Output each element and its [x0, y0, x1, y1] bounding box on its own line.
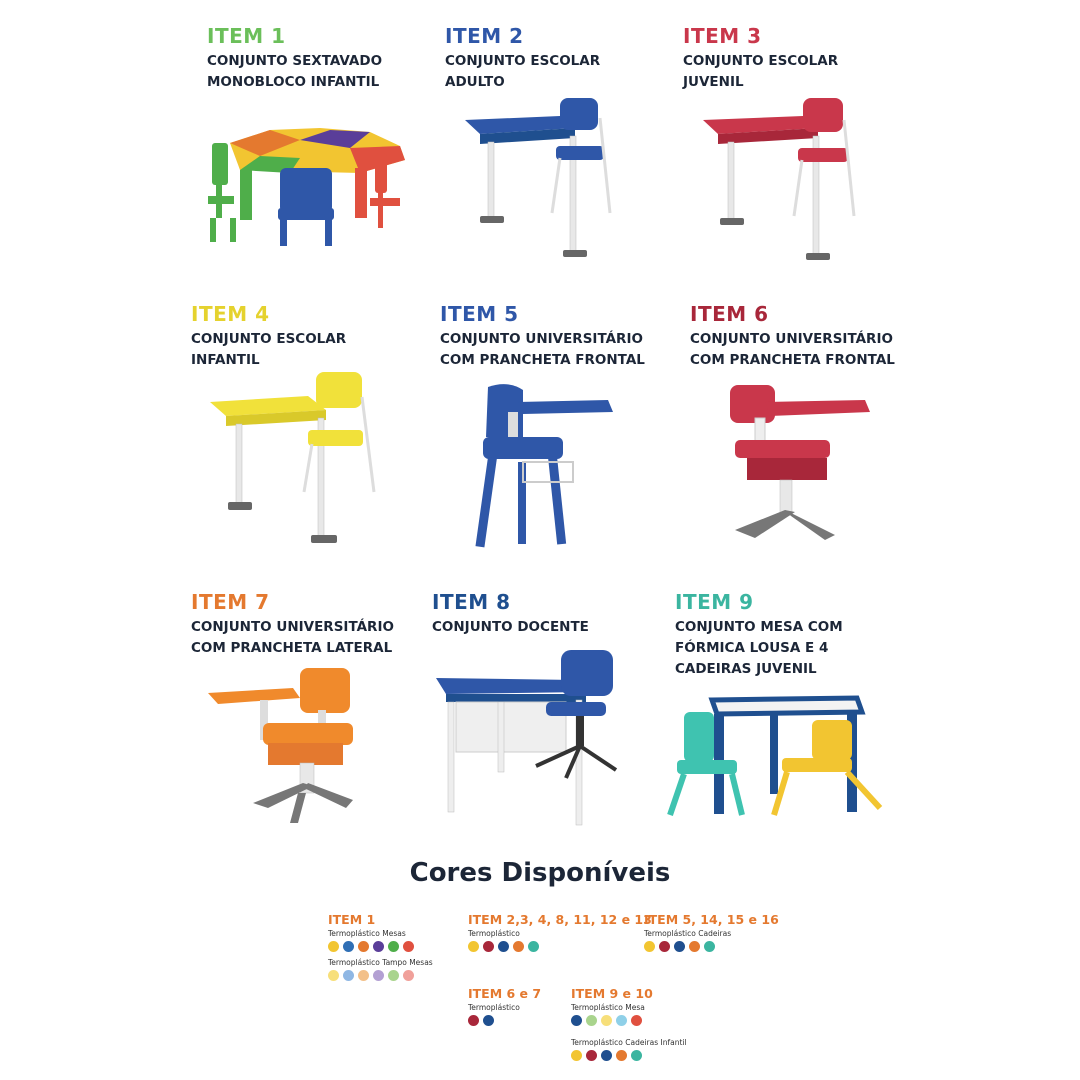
color-group-item-5 [644, 912, 779, 952]
item-6 [690, 302, 895, 371]
desc-line: CONJUNTO ESCOLAR [445, 53, 601, 69]
color-swatches [571, 1050, 687, 1061]
item-label: ITEM 7 [191, 590, 270, 614]
color-swatch [616, 1015, 627, 1026]
item-label: ITEM 4 [191, 302, 270, 326]
color-swatch [631, 1050, 642, 1061]
color-swatch [571, 1050, 582, 1061]
color-swatch [513, 941, 524, 952]
color-swatch [601, 1015, 612, 1026]
item-1 [207, 24, 382, 93]
blue-university-chair-image [468, 382, 618, 550]
item-description [432, 617, 589, 638]
desc-line: COM PRANCHETA FRONTAL [440, 352, 645, 368]
item-label: ITEM 6 [690, 302, 769, 326]
item-description [445, 51, 600, 93]
item-label: ITEM 5 [440, 302, 519, 326]
color-swatch [571, 1015, 582, 1026]
desc-line: CONJUNTO SEXTAVADO [207, 53, 383, 69]
color-group-title: ITEM 9 e 10 [571, 986, 653, 1001]
color-swatch [358, 970, 369, 981]
orange-university-chair-image [208, 668, 358, 828]
desc-line: FÓRMICA LOUSA E 4 [675, 640, 829, 656]
color-swatches [468, 941, 652, 952]
item-8 [432, 590, 589, 638]
desc-line: CONJUNTO UNIVERSITÁRIO [191, 619, 394, 635]
item-description [690, 329, 895, 371]
color-swatch [689, 941, 700, 952]
color-swatch [704, 941, 715, 952]
desc-line: COM PRANCHETA LATERAL [191, 640, 393, 656]
color-group-title: ITEM 5, 14, 15 e 16 [644, 912, 779, 927]
desc-line: CADEIRAS JUVENIL [675, 661, 817, 677]
color-swatch [358, 941, 369, 952]
desc-line: ADULTO [445, 74, 505, 90]
color-swatch [373, 941, 384, 952]
color-swatches [328, 970, 433, 981]
color-group-subtitle: Termoplástico [468, 1003, 520, 1012]
color-swatch [328, 941, 339, 952]
color-swatch [468, 941, 479, 952]
red-school-desk-image [698, 98, 863, 266]
color-group-subtitle: Termoplástico Cadeiras Infantil [571, 1038, 687, 1047]
color-group-subtitle: Termoplástico Mesa [571, 1003, 645, 1012]
color-group-item-2 [468, 912, 652, 952]
color-swatch [616, 1050, 627, 1061]
item-3 [683, 24, 838, 93]
table-with-four-chairs-image [662, 690, 887, 835]
item-label: ITEM 9 [675, 590, 754, 614]
item-5 [440, 302, 645, 371]
desc-line: CONJUNTO UNIVERSITÁRIO [690, 331, 893, 347]
item-description [207, 51, 382, 93]
item-label: ITEM 3 [683, 24, 762, 48]
color-swatch [343, 941, 354, 952]
red-university-chair-image [725, 380, 873, 555]
color-swatch [403, 970, 414, 981]
desc-line: MONOBLOCO INFANTIL [207, 74, 380, 90]
color-swatches [468, 1015, 541, 1026]
color-swatch [483, 941, 494, 952]
color-group-subtitle: Termoplástico Cadeiras [644, 929, 732, 938]
desc-line: CONJUNTO ESCOLAR [683, 53, 839, 69]
color-swatch [328, 970, 339, 981]
color-swatch [403, 941, 414, 952]
desc-line: COM PRANCHETA FRONTAL [690, 352, 895, 368]
color-group-subtitle: Termoplástico Mesas [328, 929, 406, 938]
item-description [683, 51, 838, 93]
desc-line: CONJUNTO DOCENTE [432, 619, 589, 635]
desc-line: CONJUNTO MESA COM [675, 619, 843, 635]
color-group-item-9 [571, 986, 687, 1061]
color-swatches [644, 941, 779, 952]
color-swatch [388, 941, 399, 952]
color-swatch [483, 1015, 494, 1026]
item-description [191, 329, 346, 371]
color-swatch [601, 1050, 612, 1061]
color-group-subtitle: Termoplástico [468, 929, 520, 938]
available-colors-title: Cores Disponíveis [409, 858, 671, 888]
color-swatch [659, 941, 670, 952]
color-swatch [631, 1015, 642, 1026]
color-swatch [498, 941, 509, 952]
yellow-school-desk-image [208, 372, 380, 550]
item-7 [191, 590, 394, 659]
color-group-title: ITEM 1 [328, 912, 376, 927]
color-group-title: ITEM 6 e 7 [468, 986, 542, 1001]
item-label: ITEM 2 [445, 24, 524, 48]
item-label: ITEM 8 [432, 590, 511, 614]
item-description [675, 617, 843, 680]
blue-school-desk-image [460, 98, 620, 263]
color-swatch [343, 970, 354, 981]
color-swatch [388, 970, 399, 981]
item-2 [445, 24, 600, 93]
color-swatch [586, 1050, 597, 1061]
desc-line: INFANTIL [191, 352, 260, 368]
desc-line: CONJUNTO UNIVERSITÁRIO [440, 331, 643, 347]
teacher-desk-set-image [436, 650, 621, 830]
color-swatches [571, 1015, 687, 1026]
color-group-item-6 [468, 986, 541, 1026]
item-4 [191, 302, 346, 371]
color-swatches [328, 941, 433, 952]
desc-line: JUVENIL [683, 74, 744, 90]
color-swatch [586, 1015, 597, 1026]
hexagonal-table-set-image [200, 118, 415, 253]
color-swatch [468, 1015, 479, 1026]
color-swatch [674, 941, 685, 952]
item-description [191, 617, 394, 659]
color-group-item-1 [328, 912, 433, 981]
color-group-title: ITEM 2,3, 4, 8, 11, 12 e 13 [468, 912, 652, 927]
desc-line: CONJUNTO ESCOLAR [191, 331, 347, 347]
color-swatch [528, 941, 539, 952]
color-swatch [644, 941, 655, 952]
color-swatch [373, 970, 384, 981]
item-9 [675, 590, 843, 680]
item-description [440, 329, 645, 371]
item-label: ITEM 1 [207, 24, 286, 48]
color-group-subtitle: Termoplástico Tampo Mesas [328, 958, 433, 967]
